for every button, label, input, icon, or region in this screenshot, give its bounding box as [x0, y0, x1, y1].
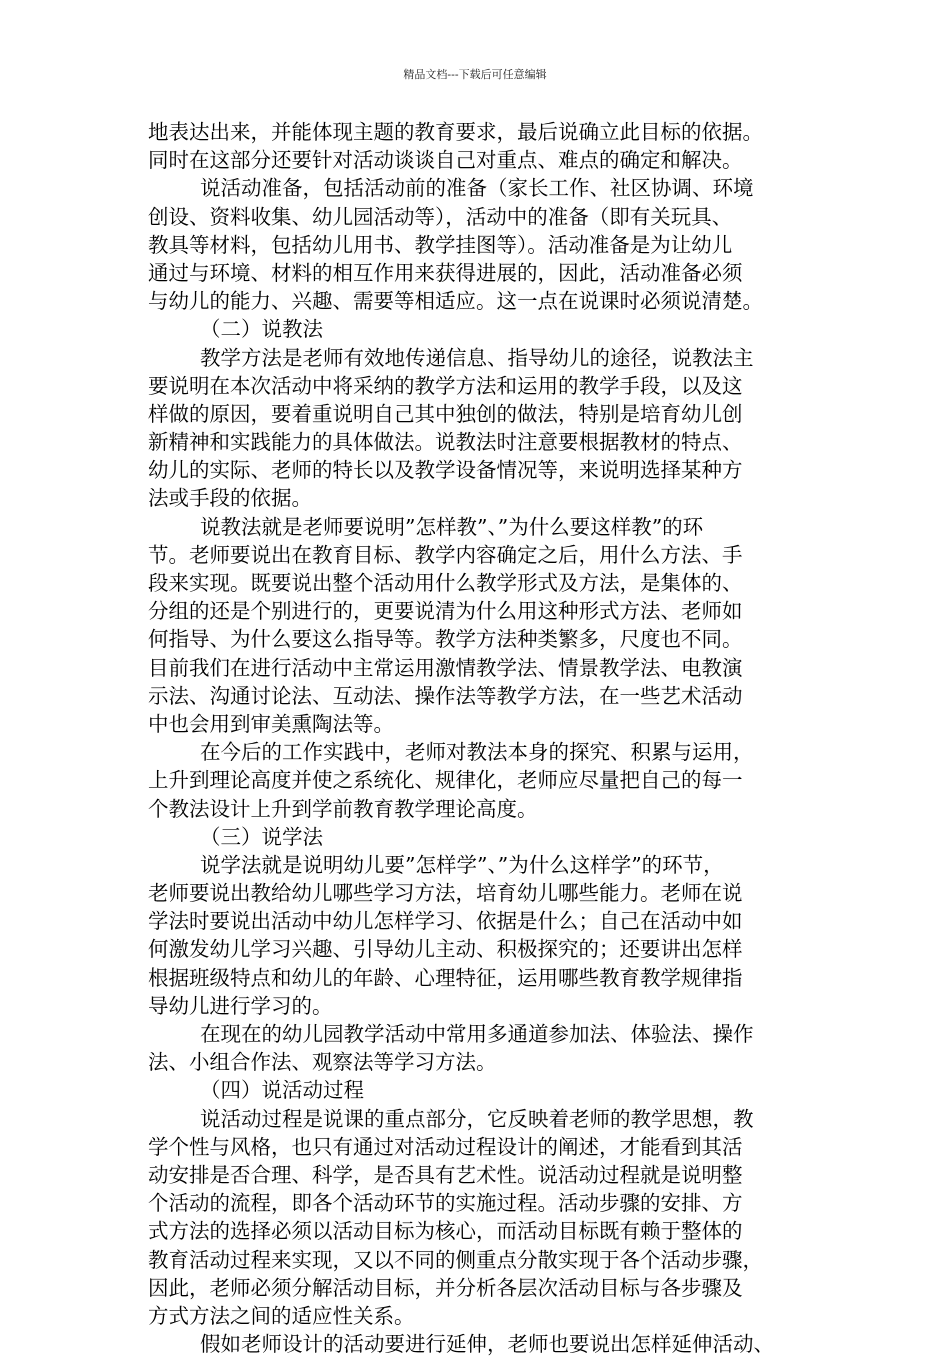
- text-line: 动安排是否合理、科学，是否具有艺术性。说活动过程就是说明整: [148, 1162, 743, 1187]
- text-line: 何激发幼儿学习兴趣、引导幼儿主动、积极探究的；还要讲出怎样: [148, 937, 743, 962]
- text-line: 上升到理论高度并使之系统化、规律化，老师应尽量把自己的每一: [148, 768, 743, 793]
- text-line: 说学法就是说明幼儿要”怎样学”、”为什么这样学”的环节，: [200, 852, 724, 877]
- text-line: （三）说学法: [200, 824, 323, 849]
- text-line: 幼儿的实际、老师的特长以及教学设备情况等，来说明选择某种方: [148, 458, 743, 483]
- text-line: 何指导、为什么要这么指导等。教学方法种类繁多，尺度也不同。: [148, 627, 743, 652]
- text-line: 老师要说出教给幼儿哪些学习方法，培育幼儿哪些能力。老师在说: [148, 881, 743, 906]
- text-line: 地表达出来，并能体现主题的教育要求，最后说确立此目标的依据。: [148, 120, 763, 144]
- page-header: 精品文档---下载后可任意编辑: [403, 68, 547, 81]
- text-line: 说教法就是老师要说明”怎样教”、”为什么要这样教”的环: [200, 514, 704, 539]
- text-line: 假如老师设计的活动要进行延伸，老师也要说出怎样延伸活动、: [200, 1332, 774, 1357]
- text-line: 根据班级特点和幼儿的年龄、心理特征，运用哪些教育教学规律指: [148, 965, 743, 990]
- text-line: 要说明在本次活动中将采纳的教学方法和运用的教学手段，以及这: [148, 373, 743, 398]
- text-line: 式方法的选择必须以活动目标为核心，而活动目标既有赖于整体的: [148, 1219, 743, 1244]
- text-line: 分组的还是个别进行的，更要说清为什么用这种形式方法、老师如: [148, 599, 743, 624]
- text-line: 学个性与风格，也只有通过对活动过程设计的阐述，才能看到其活: [148, 1134, 743, 1159]
- text-line: 示法、沟通讨论法、互动法、操作法等教学方法，在一些艺术活动: [148, 683, 743, 708]
- text-line: 教育活动过程来实现，又以不同的侧重点分散实现于各个活动步骤，: [148, 1247, 763, 1272]
- text-line: 个教法设计上升到学前教育教学理论高度。: [148, 796, 538, 821]
- text-line: 教学方法是老师有效地传递信息、指导幼儿的途径，说教法主: [200, 345, 754, 370]
- text-line: 法、小组合作法、观察法等学习方法。: [148, 1050, 497, 1075]
- text-line: 说活动过程是说课的重点部分，它反映着老师的教学思想，教: [200, 1106, 754, 1131]
- text-line: 个活动的流程，即各个活动环节的实施过程。活动步骤的安排、方: [148, 1191, 743, 1216]
- text-line: 在现在的幼儿园教学活动中常用多通道参加法、体验法、操作: [200, 1022, 754, 1046]
- text-line: 说活动准备，包括活动前的准备（家长工作、社区协调、环境: [200, 176, 754, 201]
- text-line: 在今后的工作实践中，老师对教法本身的探究、积累与运用，: [200, 740, 754, 765]
- text-line: 通过与环境、材料的相互作用来获得进展的，因此，活动准备必须: [148, 260, 743, 285]
- text-line: （四）说活动过程: [200, 1078, 364, 1103]
- text-line: 目前我们在进行活动中主常运用激情教学法、情景教学法、电教演: [148, 655, 743, 680]
- text-line: 导幼儿进行学习的。: [148, 993, 333, 1018]
- text-line: 节。老师要说出在教育目标、教学内容确定之后，用什么方法、手: [148, 542, 743, 567]
- text-line: 因此，老师必须分解活动目标，并分析各层次活动目标与各步骤及: [148, 1275, 743, 1300]
- text-line: 法或手段的依据。: [148, 486, 312, 511]
- text-line: 同时在这部分还要针对活动谈谈自己对重点、难点的确定和解决。: [148, 148, 743, 173]
- text-line: 教具等材料，包括幼儿用书、教学挂图等）。活动准备是为让幼儿: [148, 232, 733, 257]
- text-line: 样做的原因，要着重说明自己其中独创的做法，特别是培育幼儿创: [148, 401, 743, 426]
- text-line: 新精神和实践能力的具体做法。说教法时注意要根据教材的特点、: [148, 430, 743, 455]
- text-line: 方式方法之间的适应性关系。: [148, 1303, 415, 1328]
- text-line: （二）说教法: [200, 317, 323, 342]
- text-line: 中也会用到审美熏陶法等。: [148, 711, 394, 736]
- text-line: 段来实现。既要说出整个活动用什么教学形式及方法，是集体的、: [148, 571, 743, 595]
- text-line: 创设、资料收集、幼儿园活动等），活动中的准备（即有关玩具、: [148, 204, 733, 229]
- text-line: 学法时要说出活动中幼儿怎样学习、依据是什么；自己在活动中如: [148, 909, 743, 934]
- document-body: [148, 118, 812, 1358]
- text-line: 与幼儿的能力、兴趣、需要等相适应。这一点在说课时必须说清楚。: [148, 289, 763, 314]
